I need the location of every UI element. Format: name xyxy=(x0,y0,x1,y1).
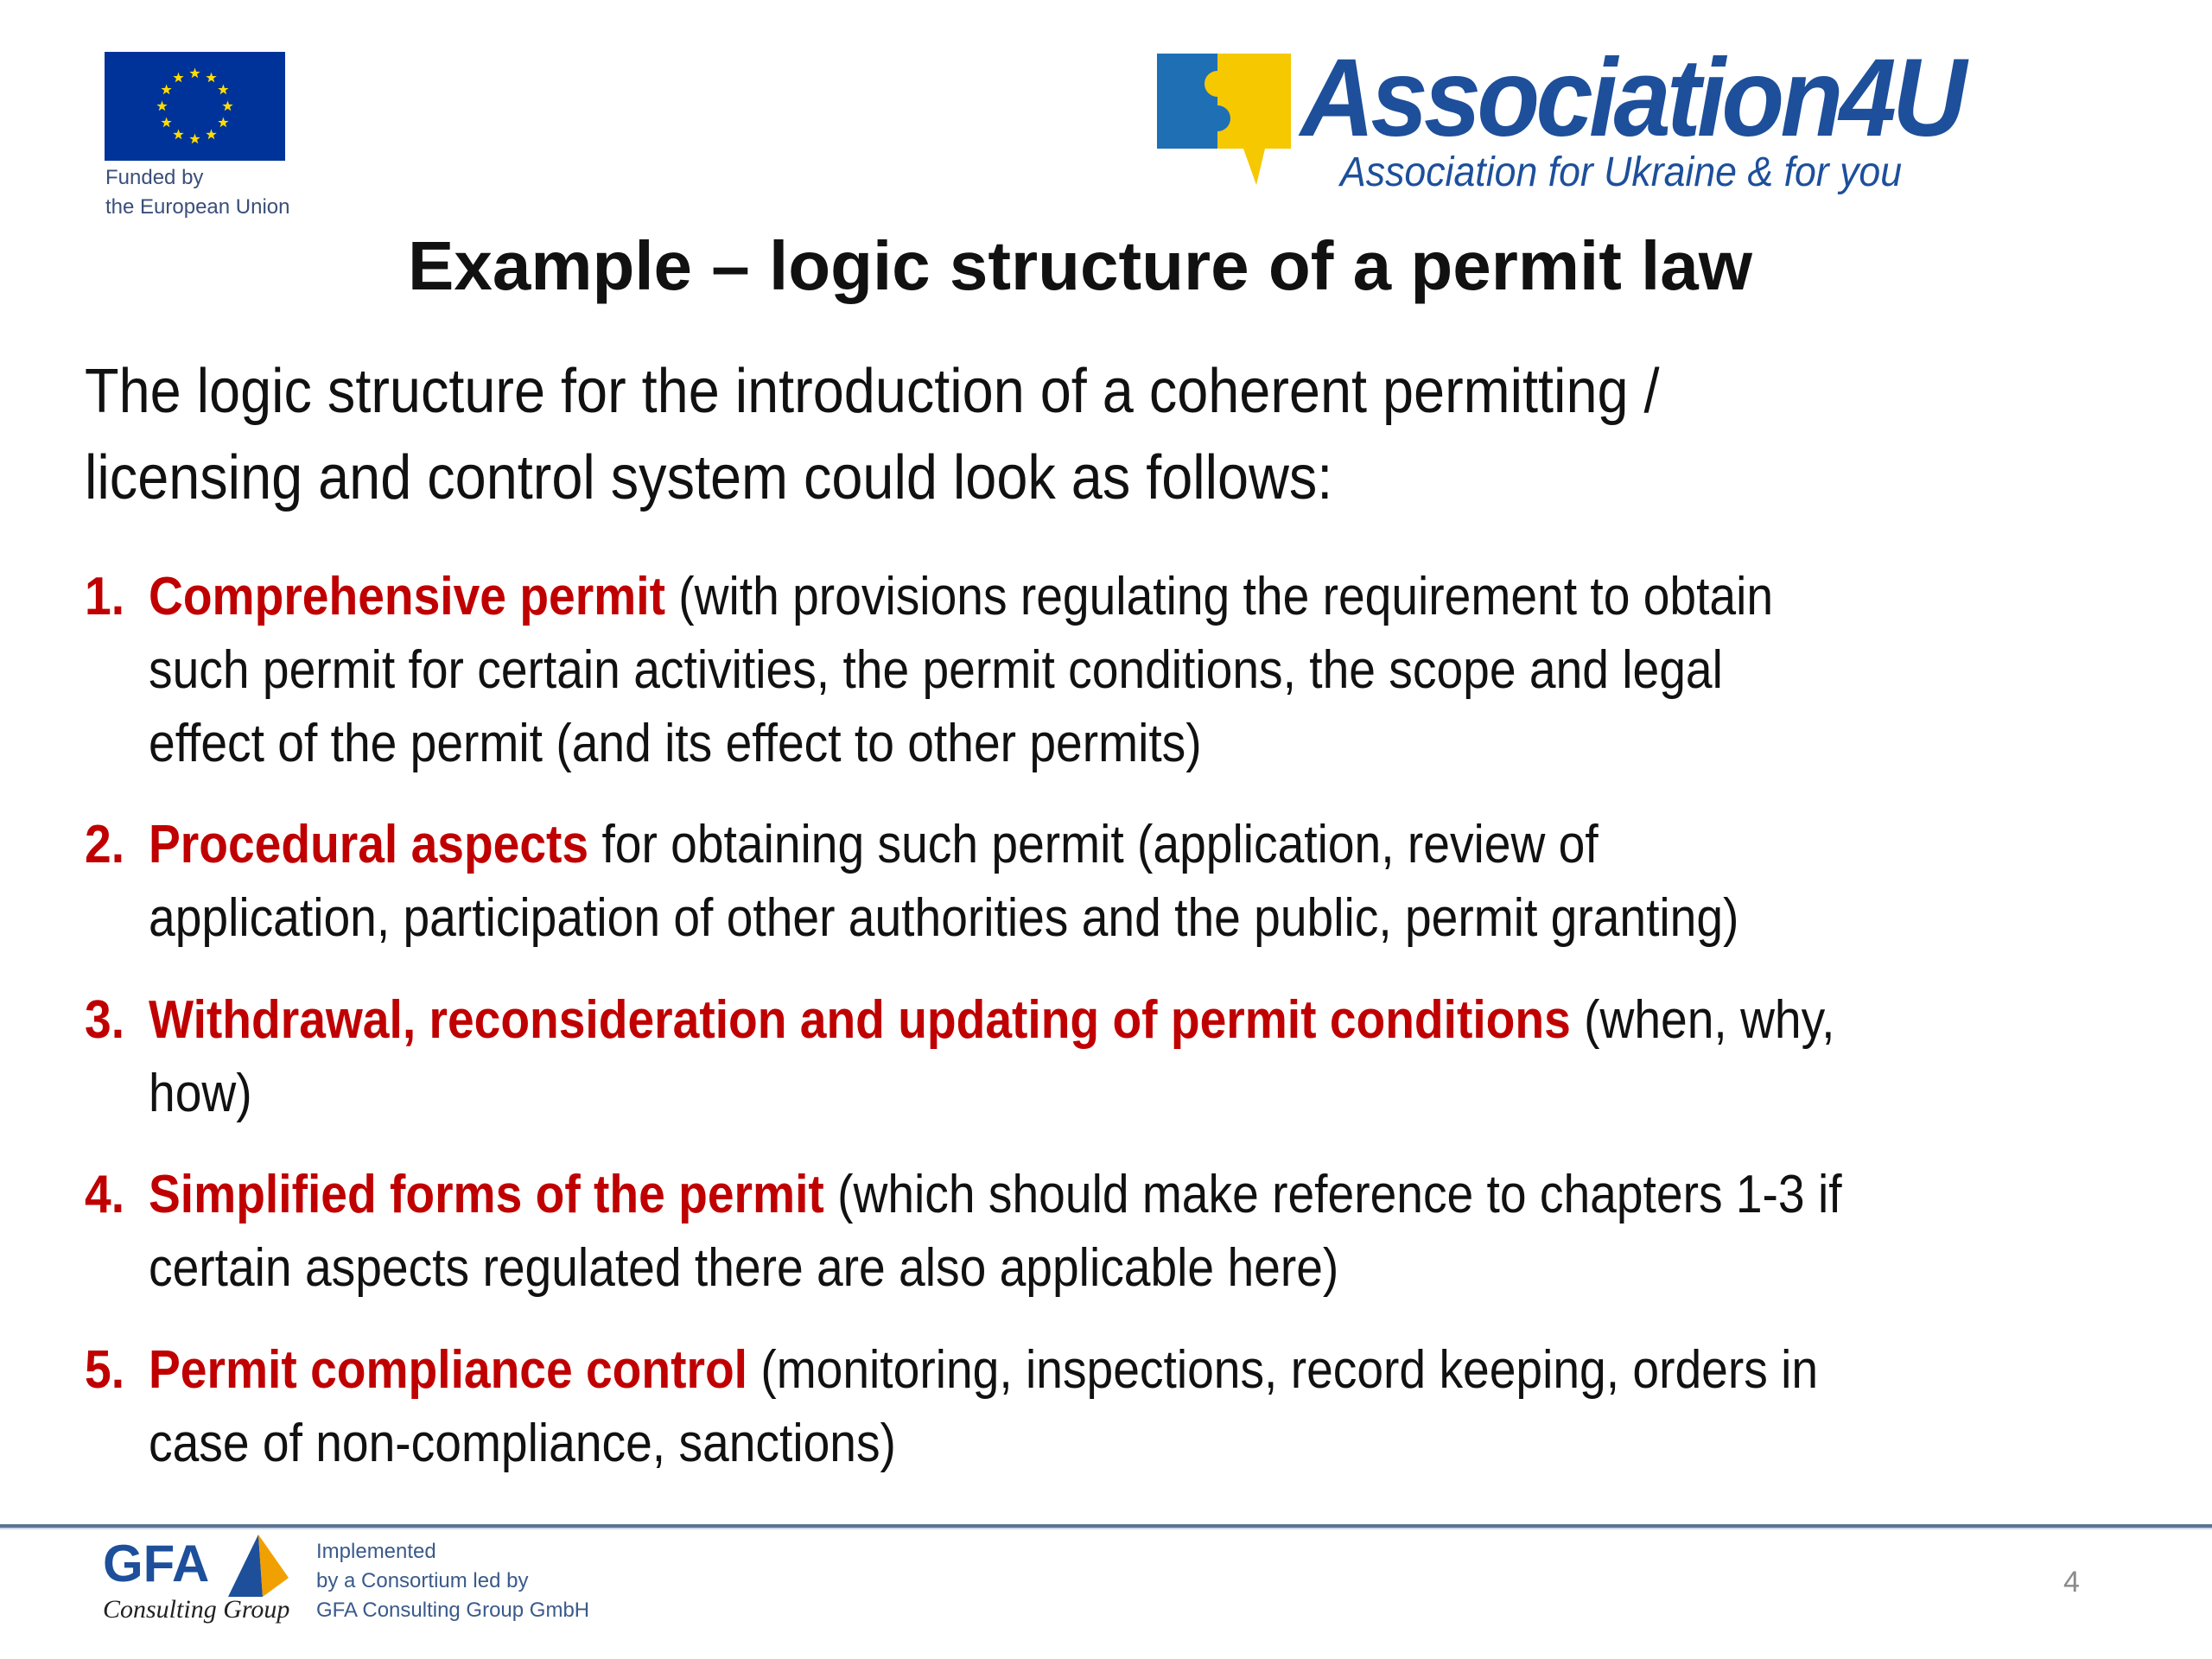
list-item-text: for obtaining such permit (application, review of xyxy=(588,815,1599,874)
association4u-puzzle-logo xyxy=(1157,54,1295,192)
gfa-logo-text: GFA xyxy=(103,1535,210,1592)
implemented-line1: Implemented xyxy=(316,1540,436,1563)
eu-star-icon xyxy=(161,118,171,128)
list-item-line: such permit for certain activities, the permit conditions, the scope and legal xyxy=(149,640,1723,700)
intro-line-1: The logic structure for the introduction of a coherent permitting / xyxy=(85,357,1660,426)
list-item-heading: Permit compliance control xyxy=(149,1340,747,1400)
brand-name: Association4U xyxy=(1300,36,1963,160)
implemented-line2: by a Consortium led by xyxy=(316,1569,529,1592)
gfa-logo xyxy=(103,1528,310,1624)
list-item-number: 5. xyxy=(85,1340,125,1400)
list-item-line: application, participation of other authorities and the public, permit granting) xyxy=(149,888,1739,948)
eu-star-icon xyxy=(161,85,171,95)
eu-star-icon xyxy=(206,129,216,139)
list-item-line: how) xyxy=(149,1064,252,1123)
eu-star-icon xyxy=(173,129,183,139)
list-item-number: 4. xyxy=(85,1165,125,1224)
gfa-logo-sub: Consulting Group xyxy=(103,1595,290,1624)
list-item-number: 3. xyxy=(85,990,125,1050)
list-item-line xyxy=(149,1165,1842,1224)
list-item-heading: Withdrawal, reconsideration and updating of permit conditions xyxy=(149,990,1571,1050)
eu-stars-icon xyxy=(105,52,285,161)
brand-tagline: Association for Ukraine & for you xyxy=(1340,149,1903,195)
list-item-text: (which should make reference to chapters 1-3 if xyxy=(823,1165,1842,1224)
list-item-text: (when, why, xyxy=(1570,990,1835,1050)
eu-star-icon xyxy=(218,118,228,128)
list-item-text: (with provisions regulating the requirement to obtain xyxy=(664,567,1774,626)
list-item-line xyxy=(149,567,1774,626)
list-item-line: case of non-compliance, sanctions) xyxy=(149,1414,896,1473)
list-item-number: 1. xyxy=(85,567,125,626)
list-item-heading: Simplified forms of the permit xyxy=(149,1165,824,1224)
eu-star-icon xyxy=(189,68,200,79)
footer-divider xyxy=(0,1524,2212,1529)
eu-funded-line2: the European Union xyxy=(105,195,290,219)
eu-star-icon xyxy=(218,85,228,95)
list-item-text: (monitoring, inspections, record keeping, orders in xyxy=(747,1340,1819,1400)
eu-star-icon xyxy=(156,101,167,111)
slide-title: Example – logic structure of a permit law xyxy=(407,227,1752,304)
eu-star-icon xyxy=(173,73,183,83)
list-item-line: certain aspects regulated there are also applicable here) xyxy=(149,1238,1339,1298)
list-item-line xyxy=(149,990,1835,1050)
implemented-line3: GFA Consulting Group GmbH xyxy=(316,1599,590,1622)
eu-flag-logo xyxy=(105,52,285,161)
eu-star-icon xyxy=(206,73,216,83)
list-item-line xyxy=(149,815,1599,874)
list-item-heading: Comprehensive permit xyxy=(149,567,665,626)
list-item-line: effect of the permit (and its effect to other permits) xyxy=(149,714,1202,773)
eu-funded-line1: Funded by xyxy=(105,166,204,189)
eu-star-icon xyxy=(222,101,232,111)
list-item-line xyxy=(149,1340,1819,1400)
page-number: 4 xyxy=(2063,1566,2080,1599)
list-item-heading: Procedural aspects xyxy=(149,815,589,874)
intro-line-2: licensing and control system could look as follows: xyxy=(85,443,1333,512)
eu-star-icon xyxy=(189,134,200,144)
list-item-number: 2. xyxy=(85,815,125,874)
